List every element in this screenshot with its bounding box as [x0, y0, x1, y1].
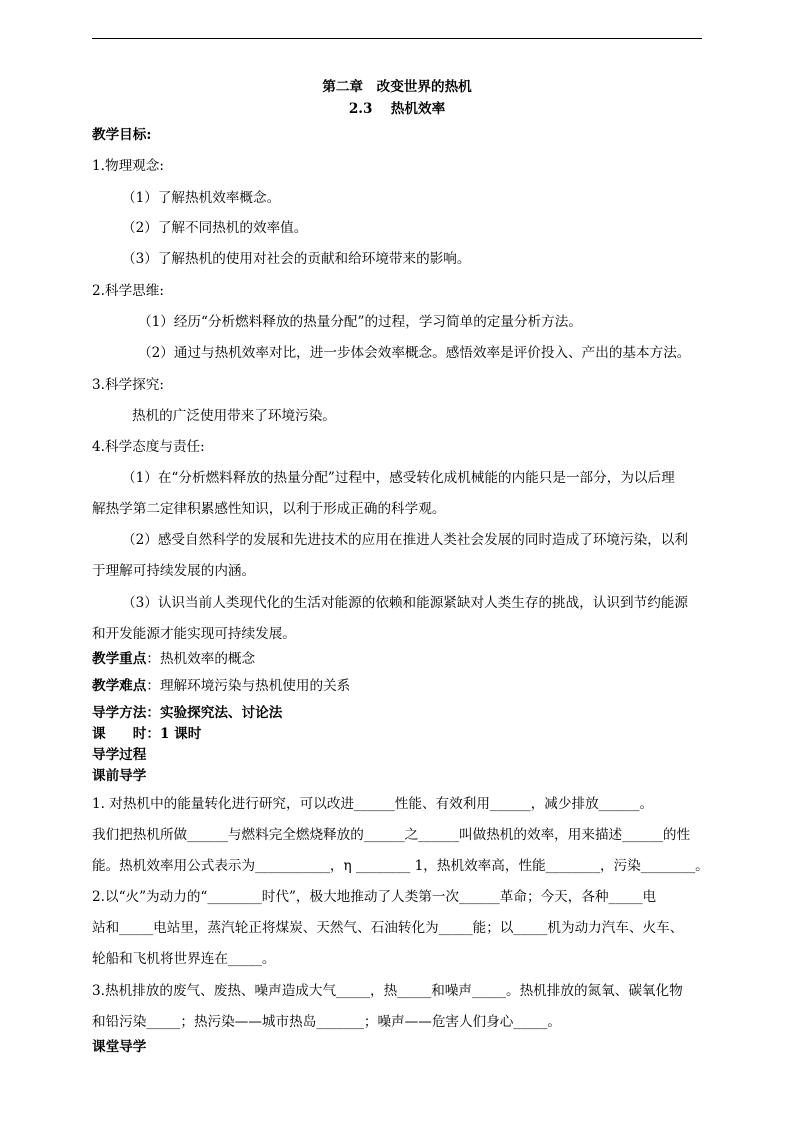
question-1-cont: 我们把热机所做______与燃料完全燃烧释放的______之______叫做热机的效率，用来描述______的性	[92, 827, 691, 843]
objective-1-item: （3）了解热机的使用对社会的贡献和给环境带来的影响。	[122, 251, 471, 267]
key-point-text: ：热机效率的概念	[146, 651, 256, 667]
question-2-cont: 轮船和飞机将世界连在_____。	[92, 951, 276, 967]
objective-4-title: 4.科学态度与责任:	[92, 439, 205, 455]
objectives-heading: 教学目标:	[92, 127, 152, 143]
objective-3-title: 3.科学探究:	[92, 377, 164, 393]
objective-4-item: （2）感受自然科学的发展和先进技术的应用在推进人类社会发展的同时造成了环境污染，以利	[122, 532, 688, 548]
section-title: 2.3 热机效率	[348, 101, 446, 117]
objective-4-item: （1）在“分析燃料释放的热量分配”过程中，感受转化成机械能的内能只是一部分，为以后理	[122, 470, 675, 486]
chapter-title: 第二章 改变世界的热机	[322, 79, 472, 95]
question-2: 2.以“火”为动力的“________时代”，极大地推动了人类第一次______革命；今天，各种_____电	[92, 889, 657, 905]
objective-2-item: （2）通过与热机效率对比，进一步体会效率概念。感悟效率是评价投入、产出的基本方法。	[138, 345, 691, 361]
difficulty-label: 教学难点	[92, 678, 147, 694]
objective-4-item: （3）认识当前人类现代化的生活对能源的依赖和能源紧缺对人类生存的挑战，认识到节约能源	[122, 595, 688, 611]
objective-4-item-cont: 于理解可持续发展的内涵。	[92, 563, 256, 579]
question-1-cont: 能。热机效率用公式表示为___________，η ________ 1，热机效率高，性能________，污染________。	[92, 858, 709, 874]
in-class-heading: 课堂导学	[92, 1039, 147, 1055]
objective-2-item: （1）经历“分析燃料释放的热量分配”的过程，学习简单的定量分析方法。	[138, 314, 582, 330]
difficulty-point	[92, 677, 350, 695]
objective-3-item: 热机的广泛使用带来了环境污染。	[132, 408, 336, 424]
objective-4-item-cont: 和开发能源才能实现可持续发展。	[92, 626, 296, 642]
header-rule	[92, 38, 702, 39]
question-3: 3.热机排放的废气、废热、噪声造成大气_____，热_____和噪声_____。热机排放的氮氧、碳氧化物	[92, 983, 683, 999]
process-heading: 导学过程	[92, 747, 147, 763]
question-1: 1. 对热机中的能量转化进行研究，可以改进______性能、有效利用______，减少排放______。	[92, 796, 654, 812]
class-hours: 课 时：1 课时	[92, 726, 202, 742]
objective-1-item: （1）了解热机效率概念。	[122, 190, 281, 206]
objective-2-title: 2.科学思维:	[92, 283, 164, 299]
objective-4-item-cont: 解热学第二定律积累感性知识，以利于形成正确的科学观。	[92, 501, 446, 517]
difficulty-text: ：理解环境污染与热机使用的关系	[146, 678, 351, 694]
objective-1-item: （2）了解不同热机的效率值。	[122, 220, 308, 236]
question-3-cont: 和铅污染_____；热污染——城市热岛_______；噪声——危害人们身心_____。	[92, 1014, 561, 1030]
key-point-label: 教学重点	[92, 651, 147, 667]
key-point	[92, 650, 255, 668]
question-2-cont: 站和_____电站里，蒸汽轮正将煤炭、天然气、石油转化为_____能；以_____机为动力汽车、火车、	[92, 920, 684, 936]
method: 导学方法：实验探究法、讨论法	[92, 705, 283, 721]
objective-1-title: 1.物理观念:	[92, 158, 164, 174]
pre-class-heading: 课前导学	[92, 768, 147, 784]
